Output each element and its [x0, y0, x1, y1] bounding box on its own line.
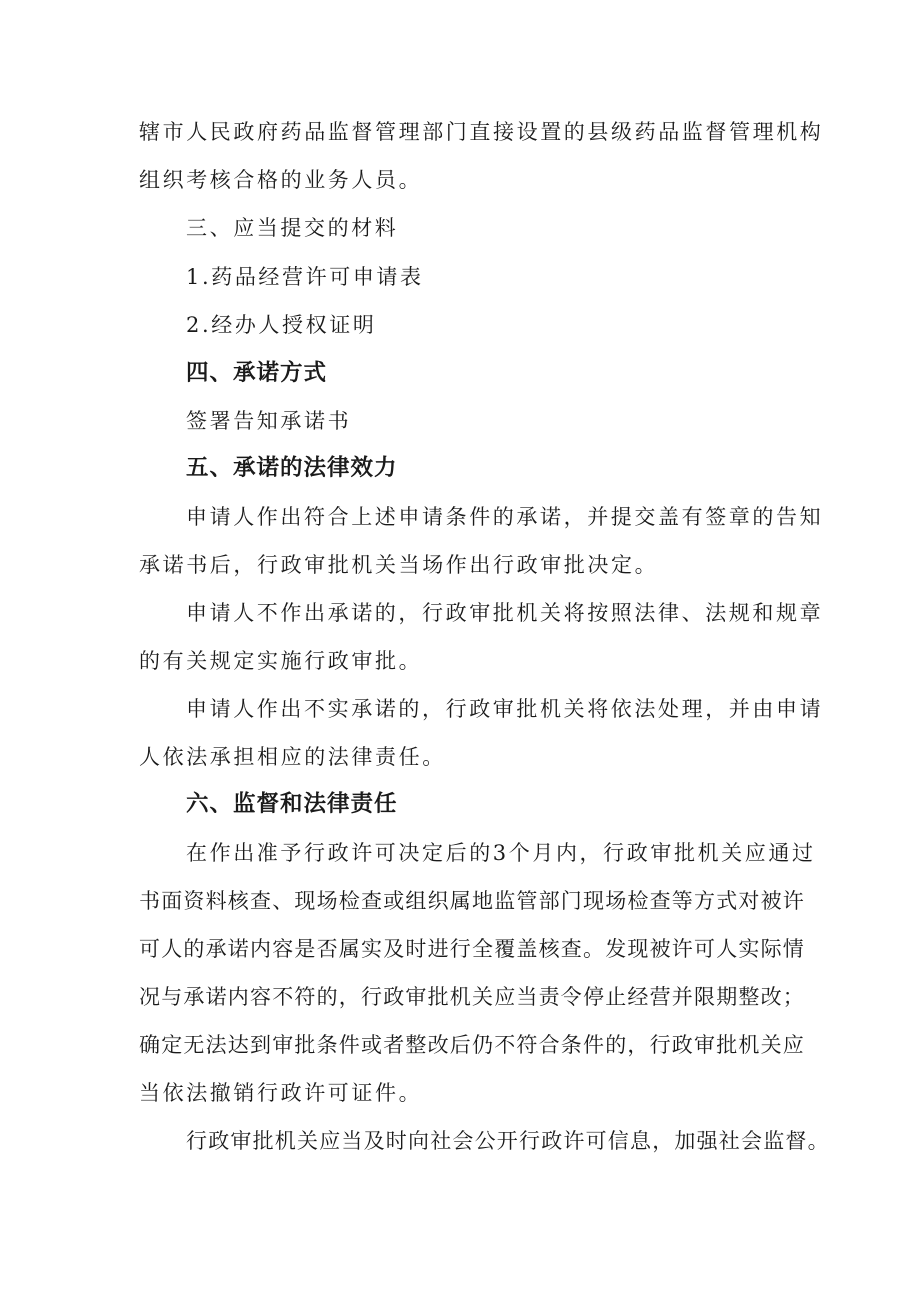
- body-text-line: 申请人作出符合上述申请条件的承诺，并提交盖有签章的告知: [186, 505, 824, 529]
- body-text-line: 申请人作出不实承诺的，行政审批机关将依法处理，并由申请: [186, 697, 824, 721]
- body-text-line: 行政审批机关应当及时向社会公开行政许可信息，加强社会监督。: [186, 1129, 830, 1153]
- section-heading: 六、监督和法律责任: [186, 791, 398, 817]
- body-text-line: 人依法承担相应的法律责任。: [139, 745, 446, 769]
- body-text-line: 的有关规定实施行政审批。: [139, 649, 423, 673]
- body-text-line: 签署告知承诺书: [186, 409, 352, 433]
- body-text-line: 承诺书后，行政审批机关当场作出行政审批决定。: [139, 553, 659, 577]
- body-text-line: 辖市人民政府药品监督管理部门直接设置的县级药品监督管理机构: [139, 120, 824, 144]
- body-text-line: 书面资料核查、现场检查或组织属地监管部门现场检查等方式对被许: [139, 889, 805, 913]
- body-text-line: 组织考核合格的业务人员。: [139, 168, 423, 192]
- section-label: 三、应当提交的材料: [186, 216, 399, 240]
- body-text-line: 可人的承诺内容是否属实及时进行全覆盖核查。发现被许可人实际情: [139, 937, 805, 961]
- list-item: 1.药品经营许可申请表: [186, 265, 424, 289]
- body-text-line: 当依法撤销行政许可证件。: [139, 1081, 423, 1105]
- body-text-line: 申请人不作出承诺的，行政审批机关将按照法律、法规和规章: [186, 601, 824, 625]
- body-text-line: 况与承诺内容不符的，行政审批机关应当责令停止经营并限期整改；: [139, 985, 805, 1009]
- section-heading: 五、承诺的法律效力: [186, 455, 398, 481]
- section-heading: 四、承诺方式: [186, 360, 328, 386]
- list-item: 2.经办人授权证明: [186, 313, 377, 337]
- body-text-line: 在作出准予行政许可决定后的3个月内，行政审批机关应通过: [186, 841, 816, 865]
- body-text-line: 确定无法达到审批条件或者整改后仍不符合条件的，行政审批机关应: [139, 1033, 805, 1057]
